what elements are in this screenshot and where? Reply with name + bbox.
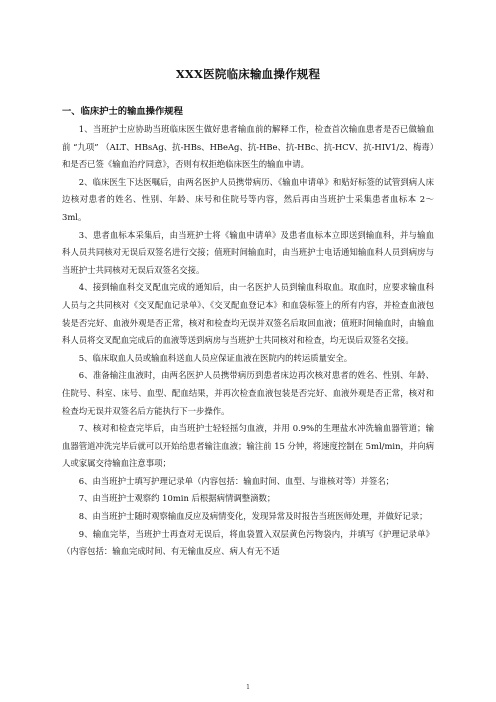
paragraph: 6、准备输注血液时，由两名医护人员携带病历到患者床边再次核对患者的姓名、性别、年龄、住院号、科室、床号、血型、配血结果，并再次检查血液包装是否完好、血液外观是否正常，核对和检查均无误并双签名后方能执行下一步操作。 [62, 370, 434, 416]
section-heading: 一、临床护士的输血操作规程 [62, 106, 183, 117]
document-body [62, 121, 434, 561]
paragraph: 6、由当班护士填写护理记录单（内容包括：输血时间、血型、与谁核对等）并签名； [78, 475, 394, 486]
paragraph: 2、临床医生下达医嘱后，由两名医护人员携带病历、《输血申请单》和贴好标签的试管到病人床边核对患者的姓名、性别、年龄、床号和住院号等内容，然后再由当班护士采集患者血标本 2～3ml。 [62, 176, 434, 222]
paragraph: 7、核对和检查完毕后，由当班护士轻轻摇匀血液，并用 0.9%的生理盐水冲洗输血器管道；输血器管道冲洗完毕后就可以开始给患者输注血液；输注前 15 分钟，将速度控制在 5ml/min，并向病人或家属交待输血注意事项； [62, 423, 434, 469]
document-title: XXX医院临床输血操作规程 [175, 67, 321, 81]
paragraph: 1、当班护士应协助当班临床医生做好患者输血前的解释工作，检查首次输血患者是否已做输血前 “九项” （ALT、HBsAg、抗-HBs、HBeAg、抗-HBe、抗-HBc、抗-HCV、抗-HIV1/2、梅毒）和是否已签《输血治疗同意》，否则有权拒绝临床医生的输血申请。 [62, 124, 434, 170]
paragraph: 3、患者血标本采集后，由当班护士将《输血申请单》及患者血标本立即送到输血科，并与输血科人员共同核对无误后双签名进行交接；值班时间输血时，由当班护士电话通知输血科人员到病房与当班护士共同核对无误后双签名交接。 [62, 229, 434, 275]
paragraph: 7、由当班护士观察约 10min 后根据病情调整滴数； [78, 493, 276, 504]
paragraph: 8、由当班护士随时观察输血反应及病情变化，发现异常及时报告当班医师处理，并做好记录； [78, 511, 428, 522]
page-number: 1 [246, 684, 250, 691]
paragraph: 9、输血完毕，当班护士再查对无误后，将血袋置入双层黄色污物袋内，并填写《护理记录单》（内容包括：输血完成时间、有无输血反应、病人有无不适 [62, 528, 434, 557]
paragraph: 4、接到输血科交叉配血完成的通知后，由一名医护人员到输血科取血。取血时，应要求输血科人员与之共同核对《交叉配血记录单》、《交叉配血登记本》和血袋标签上的所有内容，并检查血液包装是否完好、血液外观是否正常，核对和检查均无误并双签名后取回血液；值班时间输血时，由输血科人员将交叉配血完成后的血液等送到病房与当班护士共同核对和检查，均无误后双签名交接。 [62, 282, 434, 346]
paragraph: 5、临床取血人员或输血科送血人员应保证血液在医院内的转运质量安全。 [78, 352, 353, 363]
